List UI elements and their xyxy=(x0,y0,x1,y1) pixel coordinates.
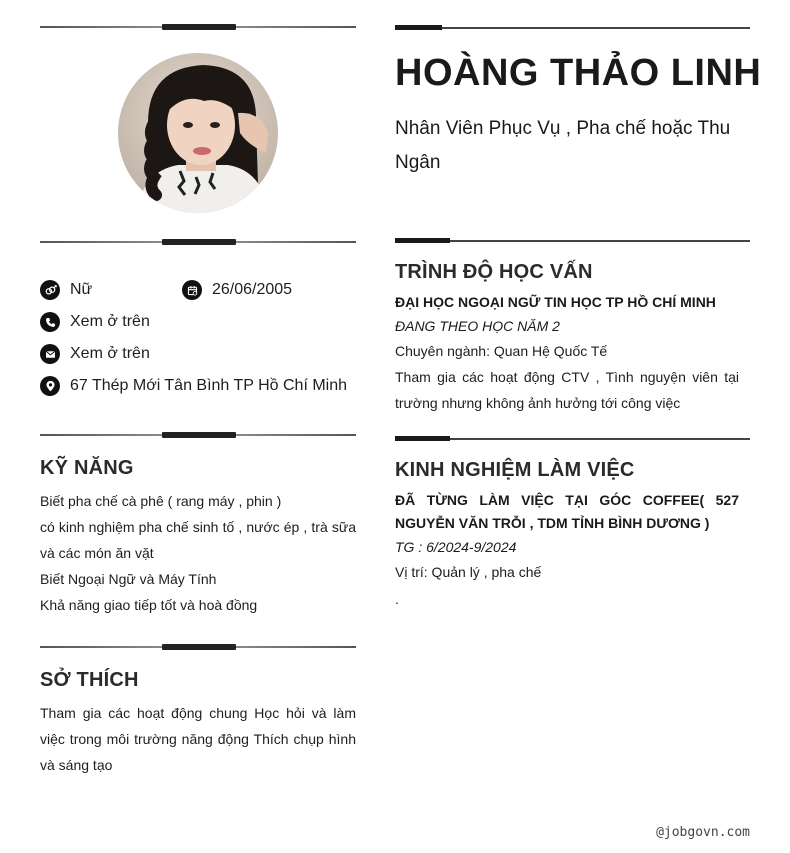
skill-item: Khả năng giao tiếp tốt và hoà đồng xyxy=(40,597,258,613)
address-row xyxy=(40,376,347,396)
experience-extra: . xyxy=(395,591,399,607)
education-activities: Tham gia các hoạt động CTV , Tình nguyện viên tại trường nhưng không ảnh hưởng tới công việc xyxy=(395,369,739,411)
right-divider-education xyxy=(395,238,750,244)
email-row xyxy=(40,344,150,364)
experience-title: KINH NGHIỆM LÀM VIỆC xyxy=(395,459,635,481)
calendar-icon xyxy=(182,280,202,300)
email-value: Xem ở trên xyxy=(70,345,150,362)
phone-row xyxy=(40,312,150,332)
experience-period: TG : 6/2024-9/2024 xyxy=(395,539,517,555)
address-value: 67 Thép Mới Tân Bình TP Hồ Chí Minh xyxy=(70,377,348,394)
phone-icon xyxy=(40,312,60,332)
birthday-row xyxy=(182,280,292,300)
gender-icon xyxy=(40,280,60,300)
education-school: ĐẠI HỌC NGOẠI NGỮ TIN HỌC TP HỒ CHÍ MINH xyxy=(395,294,716,310)
full-name: HOÀNG THẢO LINH xyxy=(395,52,762,94)
right-divider-experience xyxy=(395,436,750,442)
skill-item: có kinh nghiệm pha chế sinh tố , nước ép , trà sữa và các món ăn vặt xyxy=(40,519,356,561)
experience-role: Vị trí: Quản lý , pha chế xyxy=(395,564,542,580)
left-divider-top xyxy=(40,23,356,31)
watermark: @jobgovn.com xyxy=(656,825,750,840)
skill-item: Biết Ngoại Ngữ và Máy Tính xyxy=(40,571,217,587)
education-status: ĐANG THEO HỌC NĂM 2 xyxy=(395,318,560,334)
birthday-value: 26/06/2005 xyxy=(212,281,293,298)
job-position: Nhân Viên Phục Vụ , Pha chế hoặc Thu Ngân xyxy=(395,118,731,173)
left-divider-profile xyxy=(40,238,356,246)
hobbies-title: SỞ THÍCH xyxy=(40,669,139,691)
email-icon xyxy=(40,344,60,364)
skill-item: Biết pha chế cà phê ( rang máy , phin ) xyxy=(40,493,282,509)
education-title: TRÌNH ĐỘ HỌC VẤN xyxy=(395,261,593,283)
hobbies-text: Tham gia các hoạt động chung Học hỏi và làm việc trong môi trường năng động Thích chụp hình và sáng tạo xyxy=(40,705,356,773)
gender-row xyxy=(40,280,92,300)
experience-company: ĐÃ TỪNG LÀM VIỆC TẠI GÓC COFFEE( 527 NGUYỄN VĂN TRỖI , TDM TỈNH BÌNH DƯƠNG ) xyxy=(395,492,739,531)
avatar xyxy=(118,53,278,213)
phone-value: Xem ở trên xyxy=(70,313,150,330)
left-divider-hobbies xyxy=(40,643,356,651)
gender-value: Nữ xyxy=(70,281,93,298)
education-major: Chuyên ngành: Quan Hệ Quốc Tế xyxy=(395,343,608,359)
right-divider-top xyxy=(395,25,750,31)
skills-title: KỸ NĂNG xyxy=(40,457,134,479)
location-icon xyxy=(40,376,60,396)
left-divider-skills xyxy=(40,431,356,439)
